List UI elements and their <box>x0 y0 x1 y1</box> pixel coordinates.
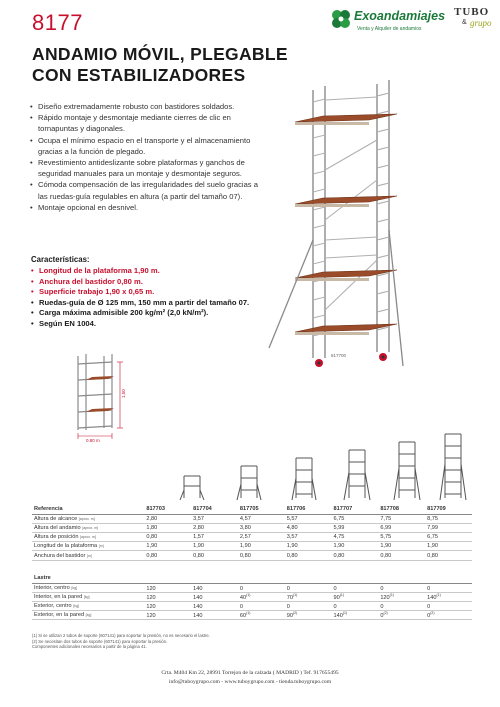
row-label <box>32 592 144 601</box>
row-unit: [kg] <box>83 594 90 599</box>
table-cell <box>332 602 379 611</box>
cell-note: (1) <box>246 593 251 598</box>
cell-value: 120 <box>380 594 390 601</box>
table-cell: 2,57 <box>238 533 285 542</box>
title-line-1: ANDAMIO MÓVIL, PLEGABLE <box>32 44 288 64</box>
scaffold-thumb-817706 <box>290 456 318 502</box>
row-label-text: Exterior, centro <box>34 603 72 610</box>
table-header-row <box>32 505 472 514</box>
table-row <box>32 514 472 523</box>
specs-table <box>32 505 472 561</box>
row-label-text: Interior, centro <box>34 584 70 591</box>
table-cell <box>238 611 285 620</box>
cell-value: 140 <box>193 613 203 620</box>
tubo-grupo-logo <box>454 6 494 40</box>
table-row <box>32 602 472 611</box>
scaffold-size-thumbnails <box>120 432 485 502</box>
table-cell: 3,57 <box>285 533 332 542</box>
scaffold-thumb-817707 <box>342 448 372 502</box>
product-code: 8177 <box>32 10 83 35</box>
cell-value: 140 <box>193 594 203 601</box>
partner-amp: & <box>462 19 467 26</box>
table-cell: 0,80 <box>378 551 425 560</box>
feature-item: • Montaje opcional en desnivel. <box>30 202 260 213</box>
scaffold-thumb-817704 <box>178 474 206 502</box>
table-cell <box>378 602 425 611</box>
table-cell <box>425 602 472 611</box>
reference-cell: 817703 <box>144 505 191 514</box>
table-cell <box>378 611 425 620</box>
cell-value: 140 <box>333 613 343 620</box>
table-cell: 6,75 <box>425 533 472 542</box>
table-cell: 7,99 <box>425 523 472 532</box>
row-unit: [m] <box>86 553 92 558</box>
table-row <box>32 583 472 592</box>
table-row <box>32 533 472 542</box>
row-label <box>32 542 144 551</box>
table-cell: 0,80 <box>144 533 191 542</box>
table-cell: 1,90 <box>425 542 472 551</box>
table-cell <box>144 592 191 601</box>
table-cell <box>285 583 332 592</box>
cell-value: 140 <box>193 585 203 592</box>
table-cell <box>191 611 238 620</box>
brand-name: Exoandamiajes <box>354 9 446 23</box>
cell-note: (1) <box>389 593 394 598</box>
frame-dimension-figure <box>68 350 140 442</box>
exoandamiajes-logo <box>330 6 448 38</box>
partner-word: TUBO <box>454 6 490 18</box>
cell-value: 0 <box>380 585 384 592</box>
table-cell: 0,80 <box>425 551 472 560</box>
feature-item: • Rápido montaje y desmontaje mediante cierres de clic en tornapuntas y diagonales. <box>30 112 260 134</box>
table-cell <box>378 592 425 601</box>
cell-note: (1) <box>246 611 251 616</box>
header-label: Referencia <box>32 505 144 514</box>
table-row <box>32 542 472 551</box>
table-cell: 3,57 <box>191 514 238 523</box>
table-cell <box>425 583 472 592</box>
row-unit: [kg] <box>85 613 92 618</box>
table-cell: 0,80 <box>144 551 191 560</box>
characteristic-item: • Anchura del bastidor 0,80 m. <box>31 277 261 288</box>
cell-note: (1) <box>292 593 298 598</box>
table-cell <box>285 611 332 620</box>
table-cell <box>144 602 191 611</box>
cell-note: (2) <box>292 611 298 616</box>
row-unit: [m] <box>98 544 104 549</box>
cell-value: 0 <box>239 604 244 611</box>
table-cell: 2,80 <box>191 523 238 532</box>
cell-value: 0 <box>286 585 290 592</box>
characteristic-item: • Carga máxima admisible 200 kg/m² (2,0 kN/m²). <box>31 308 261 319</box>
reference-cell: 817709 <box>425 505 472 514</box>
feature-list <box>30 101 260 213</box>
footer-contact: info@tuboygrupo.com - www.tuboygrupo.com - tienda.tuboygrupo.com <box>168 678 332 685</box>
table-cell: 0,80 <box>191 551 238 560</box>
row-label <box>32 523 144 532</box>
scaffold-thumb-817705 <box>235 464 263 502</box>
reference-cell: 817706 <box>285 505 332 514</box>
feature-item: • Cómoda compensación de las irregularidades del suelo gracias a las ruedas-guía regulables en altura (a partir del tamaño 07). <box>30 179 260 201</box>
reference-cell: 817707 <box>332 505 379 514</box>
table-cell: 0,80 <box>285 551 332 560</box>
row-label <box>32 533 144 542</box>
table-cell <box>191 592 238 601</box>
table-cell: 0,80 <box>332 551 379 560</box>
table-row <box>32 611 472 620</box>
table-cell: 1,57 <box>191 533 238 542</box>
table-cell <box>285 592 332 601</box>
row-label-text: Altura de alcance <box>34 515 78 522</box>
brand-tagline: Venta y Alquiler de andamios <box>357 26 422 32</box>
row-unit: [aprox. m] <box>82 525 99 530</box>
page-footer <box>32 669 468 686</box>
feature-item: • Ocupa el mínimo espacio en el transporte y el almacenamiento gracias a la función de plegado. <box>30 135 260 157</box>
characteristics-list <box>31 266 261 330</box>
cell-value: 90 <box>286 613 293 620</box>
cell-note: (2) <box>430 611 435 616</box>
table-cell: 6,99 <box>378 523 425 532</box>
cell-value: 40 <box>239 594 247 601</box>
row-label <box>32 583 144 592</box>
characteristic-item: • Ruedas-guía de Ø 125 mm, 150 mm a partir del tamaño 07. <box>31 298 261 309</box>
feature-item: • Revestimiento antideslizante sobre plataformas y ganchos de seguridad manuales para un montaje y desmontaje seguros. <box>30 157 260 179</box>
feature-item: • Diseño extremadamente robusto con bastidores soldados. <box>30 101 260 112</box>
partner-grupo: grupo <box>470 18 492 28</box>
cell-value: 0 <box>286 604 290 611</box>
cell-note: (2) <box>383 611 388 616</box>
table-cell <box>144 583 191 592</box>
table-cell: 5,75 <box>378 533 425 542</box>
row-unit: [kg] <box>73 604 79 609</box>
ballast-header: Lastre <box>32 574 472 583</box>
clover-logo-icon <box>330 8 352 30</box>
table-row <box>32 523 472 532</box>
cell-value: 0 <box>427 604 431 611</box>
table-cell <box>144 611 191 620</box>
row-label-text: Exterior, en la pared <box>34 612 85 619</box>
table-cell <box>378 583 425 592</box>
table-cell <box>332 611 379 620</box>
cell-note: (1) <box>339 593 345 598</box>
table-cell: 0,80 <box>238 551 285 560</box>
footnote: (1) Si se utilizan 2 tubos de soporte (607141) para soportar la presión, no es necesario el lastre. <box>32 633 210 638</box>
cell-note: (1) <box>436 593 441 598</box>
table-cell: 1,90 <box>332 542 379 551</box>
table-cell: 1,90 <box>285 542 332 551</box>
table-cell: 4,75 <box>332 533 379 542</box>
reference-cell: 817708 <box>378 505 425 514</box>
row-label <box>32 611 144 620</box>
scaffold-thumb-817708 <box>392 440 422 502</box>
table-cell: 1,90 <box>378 542 425 551</box>
scaffold-thumb-817709 <box>438 432 468 502</box>
footnote: (2) Se necesitan dos tubos de soporte (607141) para soportar la presión. <box>32 638 168 644</box>
reference-cell: 817704 <box>191 505 238 514</box>
cell-value: 90 <box>333 594 340 601</box>
table-cell <box>425 592 472 601</box>
footer-address: Crta. M404 Km 22, 28991 Torrejon de la calzada ( MADRID ) Tef. 917655495 <box>161 670 339 676</box>
table-cell <box>238 583 285 592</box>
table-cell: 1,90 <box>191 542 238 551</box>
row-label <box>32 514 144 523</box>
row-unit: [kg] <box>71 585 78 590</box>
characteristics-title: Características: <box>31 255 90 264</box>
table-header-row <box>32 574 472 583</box>
cell-value: 0 <box>380 613 384 620</box>
cell-value: 120 <box>146 594 156 601</box>
row-unit: [aprox. m] <box>80 535 97 540</box>
table-cell: 1,90 <box>238 542 285 551</box>
dim-height-label: 1,50 <box>121 389 126 398</box>
row-label <box>32 602 144 611</box>
characteristic-item: • Superficie trabajo 1,90 x 0,65 m. <box>31 287 261 298</box>
table-cell <box>238 602 285 611</box>
cell-value: 0 <box>333 604 337 611</box>
title-line-2: CON ESTABILIZADORES <box>32 65 246 85</box>
table-row <box>32 592 472 601</box>
table-cell <box>332 592 379 601</box>
cell-value: 0 <box>427 613 431 620</box>
hero-image-code: 817700 <box>331 353 347 358</box>
cell-value: 140 <box>193 604 203 611</box>
cell-value: 120 <box>146 613 156 620</box>
cell-value: 140 <box>427 594 437 601</box>
table-row <box>32 551 472 560</box>
table-cell: 3,80 <box>238 523 285 532</box>
table-cell: 4,57 <box>238 514 285 523</box>
cell-value: 120 <box>146 604 156 611</box>
table-cell <box>425 611 472 620</box>
row-label-text: Anchura del bastidor <box>34 552 86 559</box>
table-cell <box>238 592 285 601</box>
footnotes <box>32 633 452 650</box>
row-label-text: Longitud de la plataforma <box>34 543 98 550</box>
page-title <box>32 44 288 86</box>
table-cell: 7,75 <box>378 514 425 523</box>
cell-value: 0 <box>427 585 431 592</box>
table-cell: 6,75 <box>332 514 379 523</box>
table-cell: 2,80 <box>144 514 191 523</box>
table-cell <box>191 602 238 611</box>
row-label-text: Altura del andamio <box>34 524 81 531</box>
row-unit: [aprox. m] <box>78 516 95 521</box>
table-cell <box>191 583 238 592</box>
table-cell: 8,75 <box>425 514 472 523</box>
row-label-text: Interior, en la pared <box>34 593 83 600</box>
cell-value: 0 <box>333 585 337 592</box>
footnote: Componentes adicionales necesarios a partir de la página 41. <box>32 644 147 650</box>
scaffold-hero-image <box>265 80 405 380</box>
characteristic-item: • Según EN 1004. <box>31 319 261 330</box>
table-cell <box>285 602 332 611</box>
ballast-table <box>32 574 472 620</box>
cell-note: (1) <box>342 611 348 616</box>
row-label <box>32 551 144 560</box>
characteristic-item: • Longitud de la plataforma 1,90 m. <box>31 266 261 277</box>
dim-width-label: 0,80 m <box>86 438 100 442</box>
cell-value: 0 <box>380 604 384 611</box>
cell-value: 70 <box>286 594 293 601</box>
row-label-text: Altura de posición <box>34 534 79 541</box>
table-cell: 5,99 <box>332 523 379 532</box>
reference-cell: 817705 <box>238 505 285 514</box>
cell-value: 120 <box>146 585 156 592</box>
table-cell: 5,57 <box>285 514 332 523</box>
table-cell: 4,80 <box>285 523 332 532</box>
table-cell <box>332 583 379 592</box>
cell-value: 0 <box>239 585 244 592</box>
table-cell: 1,80 <box>144 523 191 532</box>
cell-value: 60 <box>239 613 247 620</box>
table-cell: 1,90 <box>144 542 191 551</box>
